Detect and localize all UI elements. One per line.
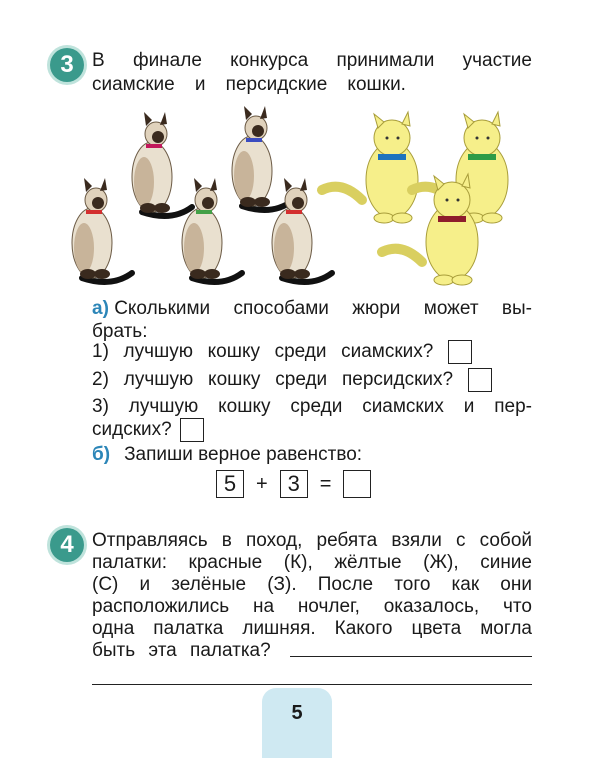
- task3-text-line1: В финале конкурса принимали участие: [92, 50, 532, 71]
- task-number-badge: [50, 48, 84, 82]
- plus-sign: +: [256, 472, 268, 495]
- persian-cat: [322, 112, 418, 223]
- page-number: 5: [291, 702, 303, 724]
- question-a-line2: брать:: [92, 321, 148, 342]
- task4-text-line2: палатки: красные (К), жёлтые (Ж), синие: [92, 552, 532, 573]
- task4-text-line1: Отправляясь в поход, ребята взяли с собой: [92, 530, 532, 551]
- page-number-tab: [262, 688, 332, 758]
- question-1: 1) лучшую кошку среди сиамских?: [92, 340, 472, 364]
- task4-text-line5: одна палатка лишняя. Какого цвета могла: [92, 618, 532, 639]
- cats-illustration: [52, 100, 532, 290]
- task4-text-line3: (С) и зелёные (З). После того как они: [92, 574, 532, 595]
- part-a-label: а): [92, 298, 109, 319]
- task-number: 4: [60, 531, 74, 558]
- answer-box[interactable]: [180, 418, 204, 442]
- task3-text-line2: сиамские и персидские кошки.: [92, 74, 406, 95]
- answer-line[interactable]: [92, 684, 532, 685]
- siamese-cat: [182, 178, 242, 282]
- question-3: 3) лучшую кошку среди сиамских и пер-: [92, 396, 532, 417]
- answer-box[interactable]: [448, 340, 472, 364]
- answer-line[interactable]: [290, 656, 532, 657]
- siamese-cat: [72, 178, 132, 282]
- part-b-instruction: б) Запиши верное равенство:: [92, 444, 363, 465]
- equation-answer-box[interactable]: [343, 470, 371, 498]
- task4-text-line4: расположились на ночлег, оказалось, что: [92, 596, 532, 617]
- siamese-cat: [132, 112, 192, 216]
- equation: [216, 470, 371, 498]
- equation-term-1: 5: [216, 470, 244, 498]
- part-b-label: б): [92, 444, 111, 465]
- answer-box[interactable]: [468, 368, 492, 392]
- equation-term-2: 3: [280, 470, 308, 498]
- question-a-line1: а) Сколькими способами жюри может вы-: [92, 298, 532, 319]
- equals-sign: =: [319, 472, 332, 495]
- task4-text-line6: быть эта палатка?: [92, 640, 271, 661]
- siamese-cat: [232, 106, 292, 210]
- task-number: 3: [60, 51, 74, 78]
- question-3-cont: сидских?: [92, 418, 532, 442]
- question-2: 2) лучшую кошку среди персидских?: [92, 368, 492, 392]
- task-number-badge: [50, 528, 84, 562]
